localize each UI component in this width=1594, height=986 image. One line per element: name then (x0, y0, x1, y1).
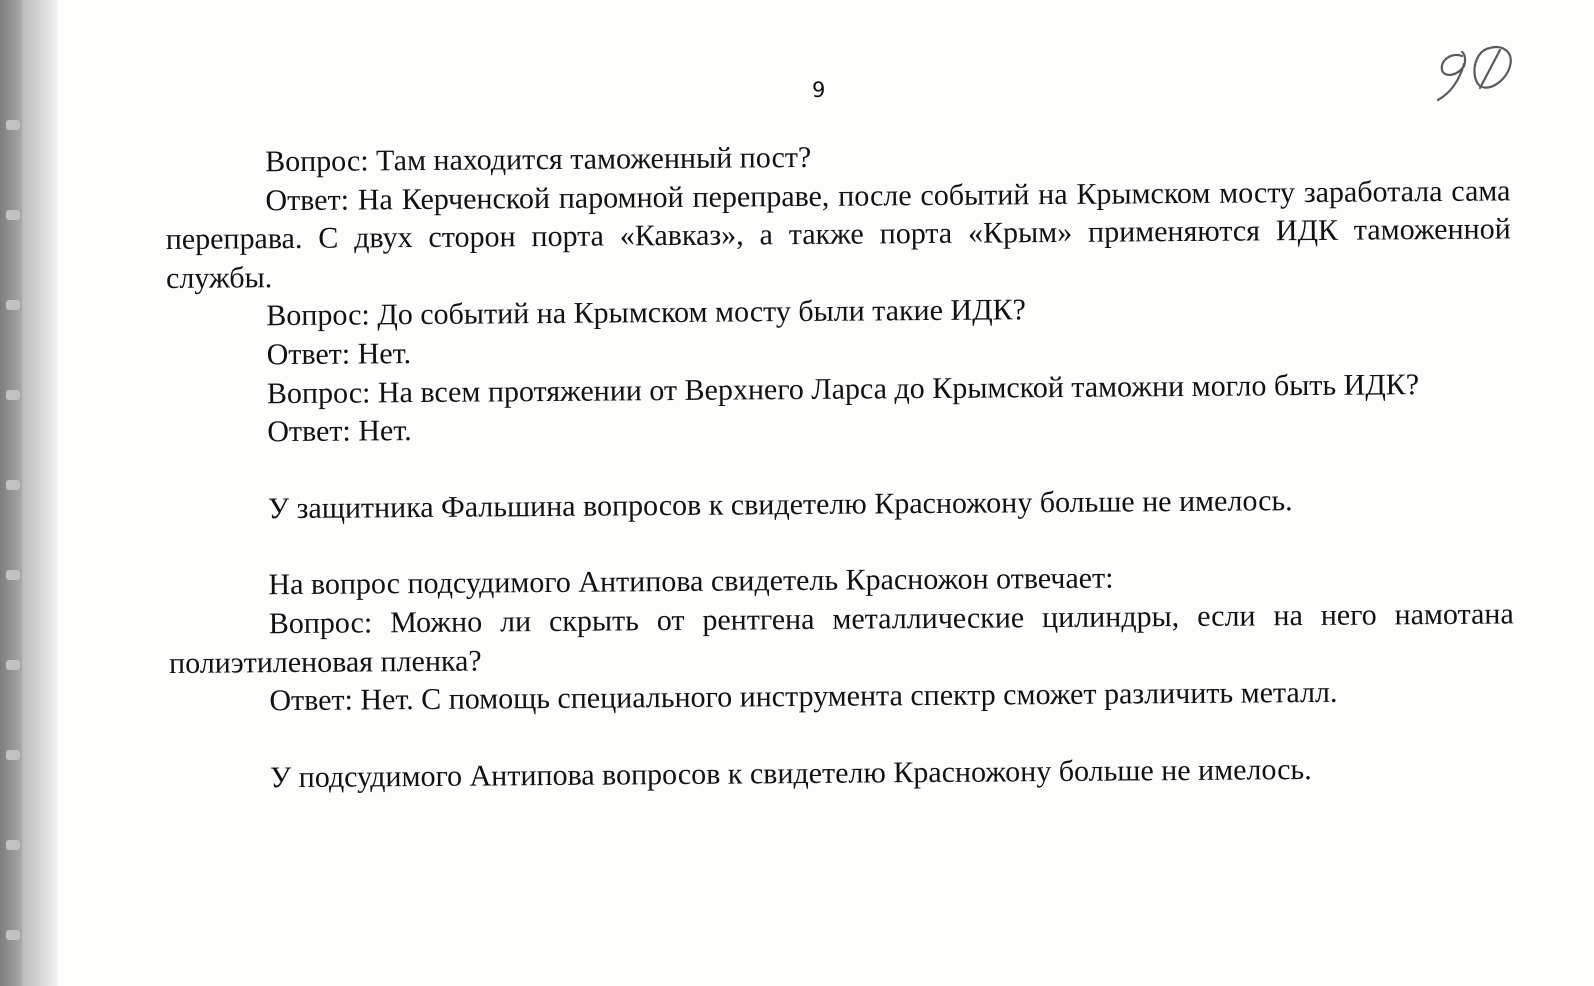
bleed-mark (6, 390, 20, 400)
paragraph: Ответ: Нет. С помощь специального инструмента спектр сможет различить металл. (269, 675, 1338, 718)
paragraph: Ответ: Нет. (267, 414, 412, 449)
bleed-mark (6, 480, 20, 490)
bleed-mark (6, 930, 20, 940)
paragraph: Вопрос: Там находится таможенный пост? (265, 140, 812, 179)
bleed-mark (6, 840, 20, 850)
paragraph: Вопрос: На всем протяжении от Верхнего Ларса до Крымской таможни могло быть ИДК? (266, 367, 1420, 410)
page-number: 9 (812, 78, 826, 102)
bleed-mark (6, 660, 20, 670)
bleed-mark (6, 750, 20, 760)
document-body (165, 133, 1515, 798)
paragraph: На вопрос подсудимого Антипова свидетель Красножон отвечает: (268, 561, 1114, 602)
binding-edge (0, 0, 22, 986)
paragraph: У защитника Фальшина вопросов к свидетелю Красножону больше не имелось. (267, 483, 1293, 525)
paragraph: Вопрос: До событий на Крымском мосту были такие ИДК? (266, 293, 1027, 333)
paragraph: Ответ: Нет. (266, 337, 412, 372)
handwritten-folio-number (1432, 38, 1522, 106)
bleed-mark (6, 570, 20, 580)
bleed-mark (6, 300, 20, 310)
paragraph: Вопрос: Можно ли скрыть от рентгена металлические цилиндры, если на него намотана полиэтиленовая пленка? (168, 597, 1514, 680)
bleed-mark (6, 210, 20, 220)
bleed-mark (6, 120, 20, 130)
paragraph: Ответ: На Керченской паромной переправе, после событий на Крымском мосту заработала сама переправа. С двух сторон порта «Кавказ», а также порта «Крым» применяются ИДК таможенной службы. (165, 174, 1511, 295)
paragraph: У подсудимого Антипова вопросов к свидетелю Красножону больше не имелось. (269, 752, 1312, 794)
